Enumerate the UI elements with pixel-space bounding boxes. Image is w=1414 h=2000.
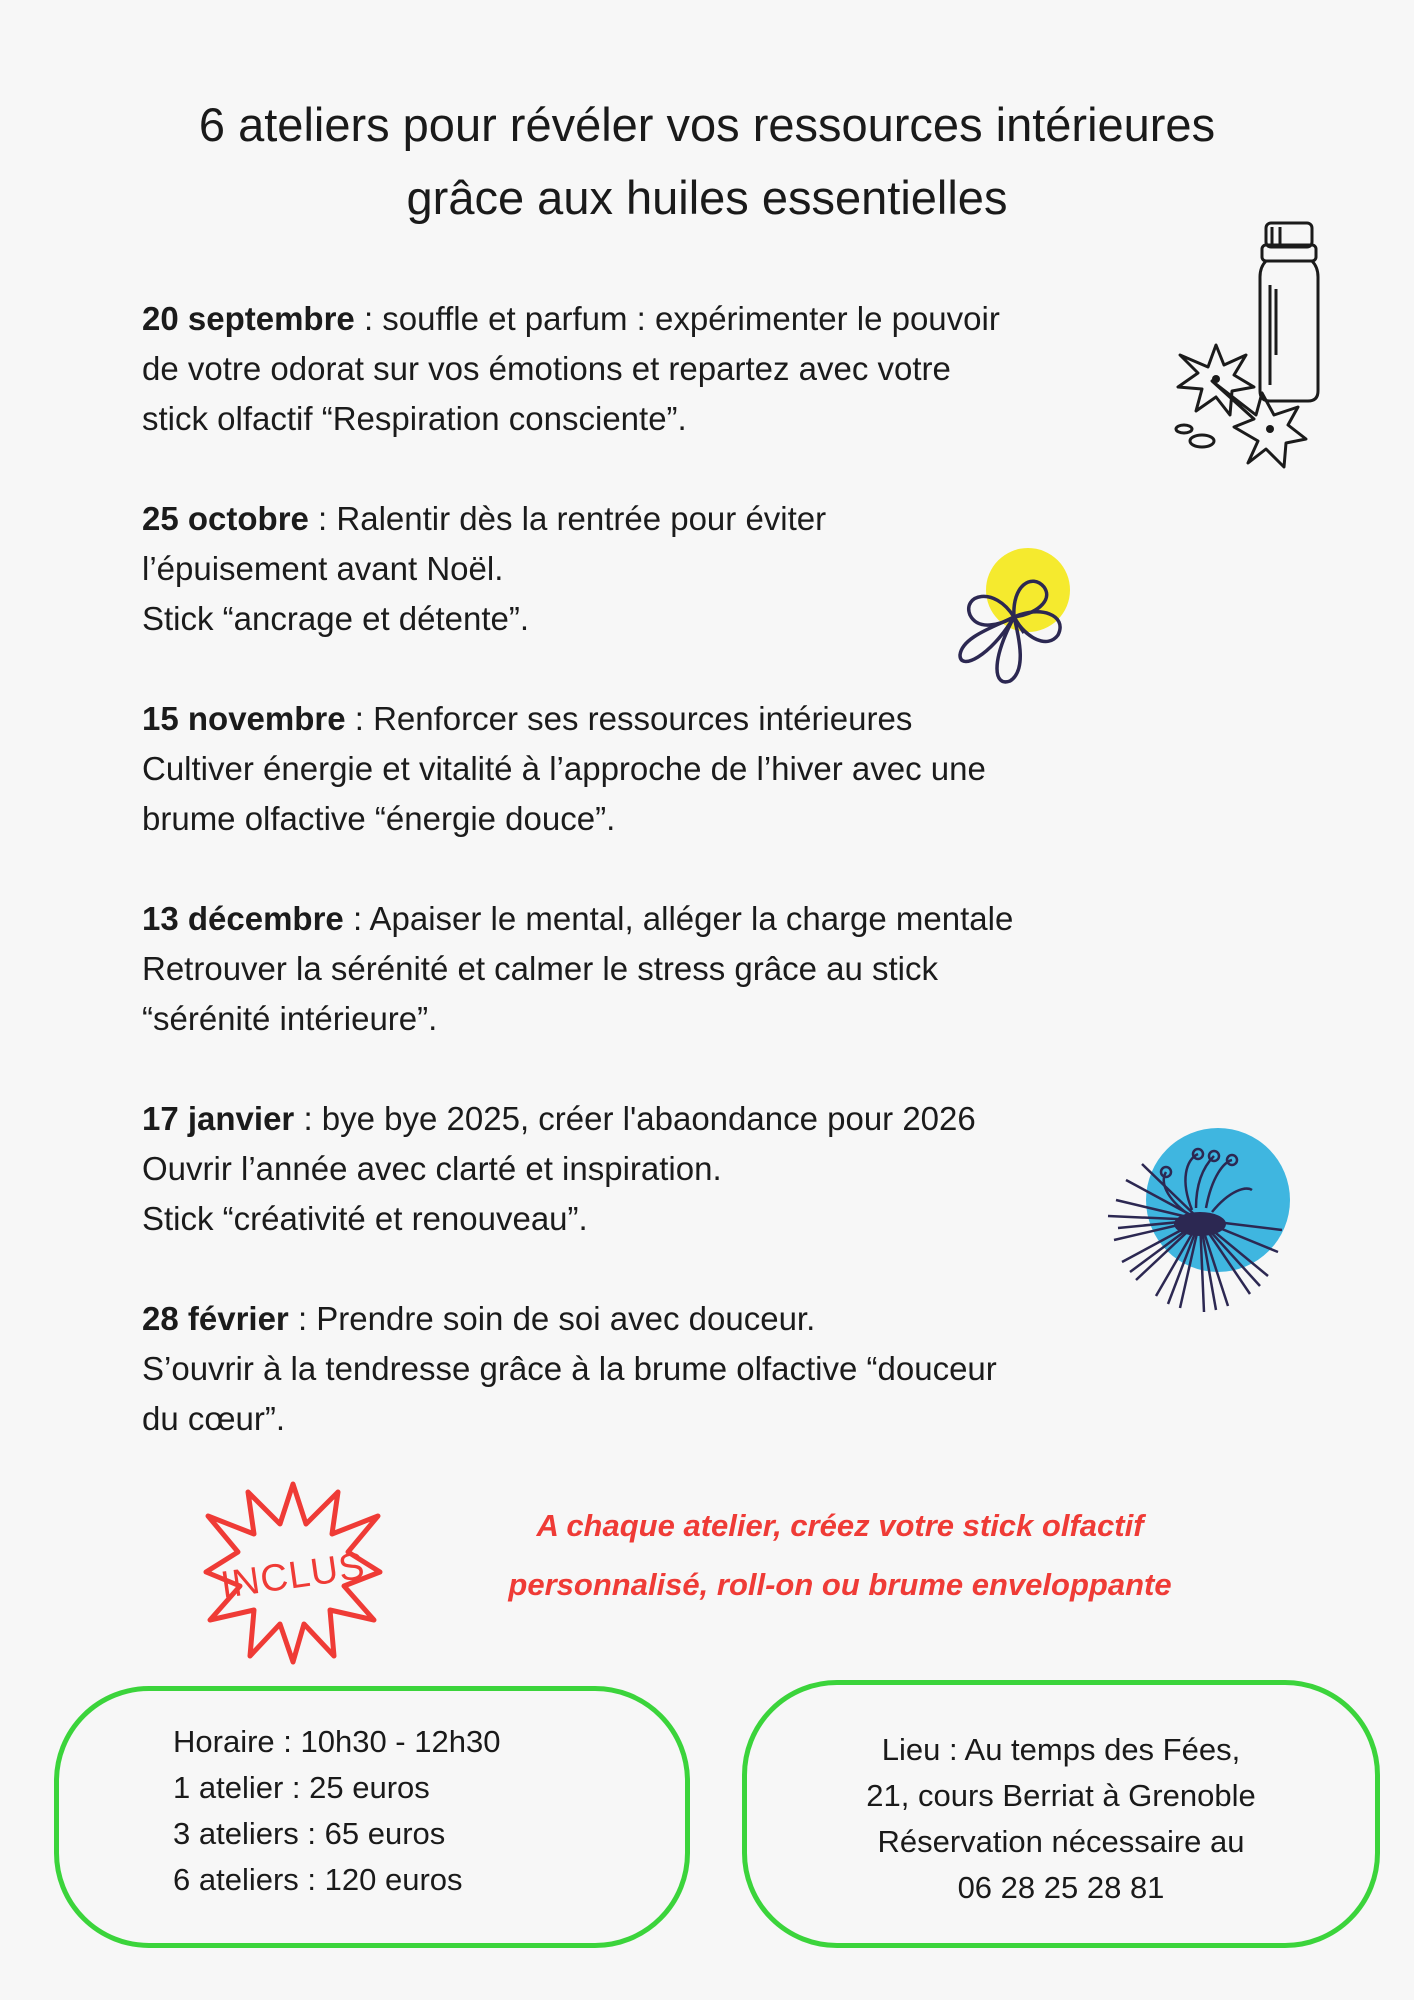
essential-oil-bottle-icon [1150, 205, 1330, 485]
inclus-badge [198, 1476, 388, 1666]
inclus-badge-text: INCLUS [218, 1545, 368, 1607]
workshop-text: S’ouvrir à la tendresse grâce à la brume olfactive “douceur [142, 1350, 997, 1387]
pricing-line: Horaire : 10h30 - 12h30 [173, 1724, 501, 1759]
workshop-text: du cœur”. [142, 1400, 286, 1437]
title-line-2: grâce aux huiles essentielles [406, 171, 1008, 224]
workshop-item [142, 1294, 1142, 1444]
workshop-text: stick olfactif “Respiration consciente”. [142, 400, 687, 437]
pricing-line: 1 atelier : 25 euros [173, 1770, 430, 1805]
included-note [440, 1496, 1240, 1614]
workshop-text: : Renforcer ses ressources intérieures [345, 700, 913, 737]
location-line: Réservation nécessaire au [877, 1824, 1245, 1859]
workshop-text: Ouvrir l’année avec clarté et inspiration. [142, 1150, 722, 1187]
workshop-text: Retrouver la sérénité et calmer le stress grâce au stick [142, 950, 938, 987]
workshop-text: : bye bye 2025, créer l'abaondance pour 2026 [294, 1100, 976, 1137]
location-line: Lieu : Au temps des Fées, [881, 1732, 1241, 1767]
title-line-1: 6 ateliers pour révéler vos ressources intérieures [198, 98, 1216, 151]
workshop-text: de votre odorat sur vos émotions et repartez avec votre [142, 350, 951, 387]
workshop-item [142, 694, 1142, 844]
workshop-text: l’épuisement avant Noël. [142, 550, 504, 587]
included-line-2: personnalisé, roll-on ou brume enveloppante [508, 1567, 1172, 1602]
workshop-item [142, 1094, 1142, 1244]
phone-number: 06 28 25 28 81 [957, 1870, 1165, 1905]
pricing-box [54, 1686, 690, 1948]
pricing-line: 6 ateliers : 120 euros [173, 1862, 463, 1897]
workshop-date: 28 février [142, 1300, 289, 1337]
violet-flower-icon [950, 545, 1080, 695]
workshop-item [142, 294, 1142, 444]
thistle-flower-icon [1100, 1120, 1310, 1320]
workshop-text: “sérénité intérieure”. [142, 1000, 438, 1037]
location-box [742, 1680, 1380, 1948]
workshop-text: Cultiver énergie et vitalité à l’approche de l’hiver avec une [142, 750, 986, 787]
workshop-text: : Ralentir dès la rentrée pour éviter [308, 500, 827, 537]
workshop-date: 20 septembre [142, 300, 355, 337]
workshop-date: 25 octobre [142, 500, 309, 537]
workshop-text: : Prendre soin de soi avec douceur. [288, 1300, 816, 1337]
workshop-item [142, 894, 1142, 1044]
location-line: 21, cours Berriat à Grenoble [866, 1778, 1256, 1813]
workshop-date: 17 janvier [142, 1100, 295, 1137]
workshop-text: Stick “ancrage et détente”. [142, 600, 530, 637]
workshop-text: Stick “créativité et renouveau”. [142, 1200, 588, 1237]
workshop-text: brume olfactive “énergie douce”. [142, 800, 616, 837]
workshop-date: 13 décembre [142, 900, 344, 937]
pricing-line: 3 ateliers : 65 euros [173, 1816, 446, 1851]
included-line-1: A chaque atelier, créez votre stick olfactif [536, 1508, 1144, 1543]
workshop-text: : Apaiser le mental, alléger la charge mentale [343, 900, 1014, 937]
workshop-text: : souffle et parfum : expérimenter le pouvoir [354, 300, 1000, 337]
workshop-date: 15 novembre [142, 700, 346, 737]
